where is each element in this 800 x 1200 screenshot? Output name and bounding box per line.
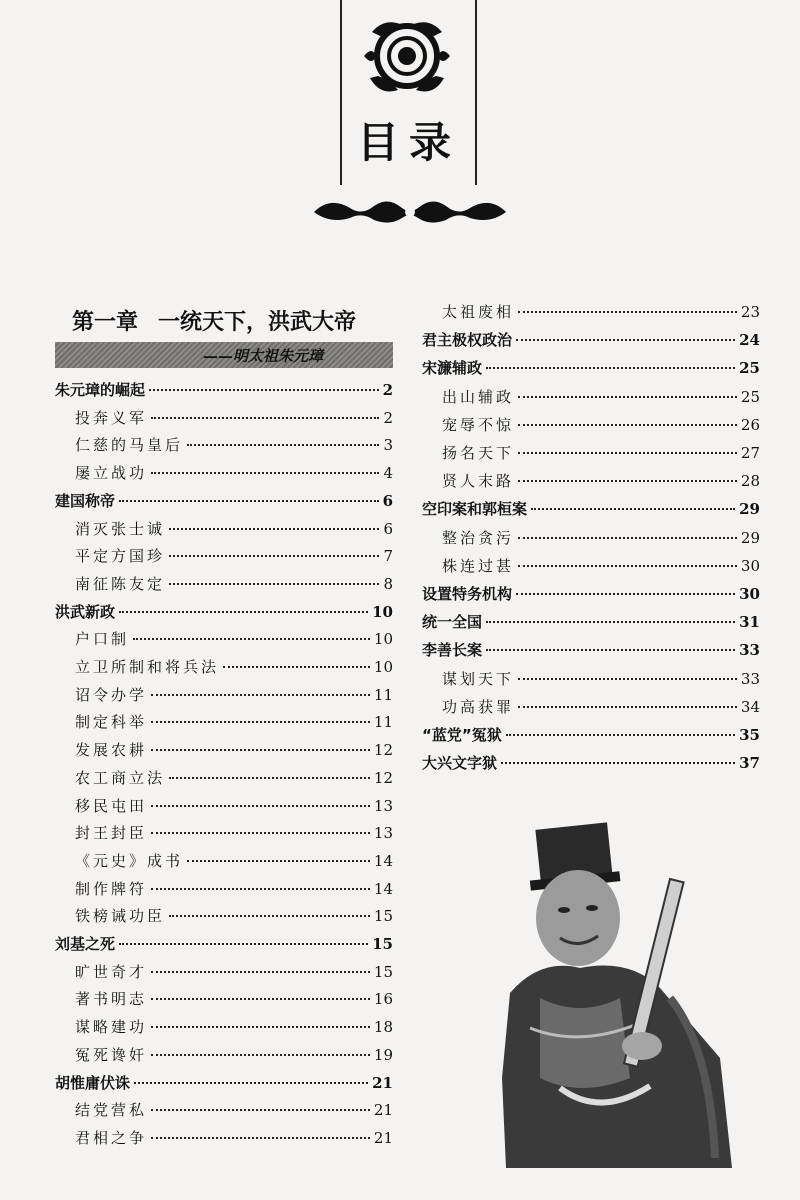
emperor-illustration [500, 818, 740, 1168]
toc-entry-title: 宠辱不惊 [442, 416, 515, 434]
toc-leader-dots [518, 480, 737, 482]
toc-leader-dots [516, 593, 735, 595]
toc-page-number: 21 [373, 1129, 393, 1147]
toc-entry-title: 诏令办学 [75, 686, 148, 704]
toc-leader-dots [134, 1082, 368, 1084]
toc-page-number: 4 [383, 464, 393, 482]
toc-entry-title: 太祖废相 [442, 303, 515, 321]
toc-section-entry [55, 491, 393, 511]
toc-subsection-entry [75, 574, 393, 594]
toc-leader-dots [151, 749, 370, 751]
toc-entry-title: 投奔义军 [75, 409, 148, 427]
toc-entry-title: 洪武新政 [55, 603, 116, 621]
toc-leader-dots [149, 389, 379, 391]
toc-entry-title: 《元史》成书 [75, 852, 184, 870]
toc-page-number: 30 [740, 557, 760, 575]
toc-subsection-entry [442, 415, 760, 435]
toc-subsection-entry [75, 712, 393, 732]
toc-entry-title: 屡立战功 [75, 464, 148, 482]
toc-leader-dots [119, 611, 368, 613]
toc-subsection-entry [75, 1017, 393, 1037]
toc-entry-title: 朱元璋的崛起 [55, 381, 146, 399]
toc-entry-title: 封王封臣 [75, 824, 148, 842]
toc-subsection-entry [75, 906, 393, 926]
toc-subsection-entry [75, 851, 393, 871]
toc-entry-title: 著书明志 [75, 990, 148, 1008]
toc-leader-dots [486, 649, 735, 651]
toc-leader-dots [151, 888, 370, 890]
toc-entry-title: 户口制 [75, 630, 130, 648]
toc-leader-dots [119, 500, 379, 502]
toc-leader-dots [151, 721, 370, 723]
toc-page-number: 2 [383, 409, 393, 427]
toc-page-number: 8 [383, 575, 393, 593]
toc-leader-dots [223, 666, 370, 668]
toc-entry-title: 扬名天下 [442, 444, 515, 462]
toc-entry-title: 立卫所制和将兵法 [75, 658, 220, 676]
toc-entry-title: 南征陈友定 [75, 575, 166, 593]
toc-subsection-entry [75, 879, 393, 899]
toc-entry-title: 谋划天下 [442, 670, 515, 688]
toc-entry-title: 李善长案 [422, 641, 483, 659]
toc-page-number: 6 [383, 520, 393, 538]
toc-leader-dots [169, 777, 370, 779]
toc-entry-title: 旷世奇才 [75, 963, 148, 981]
toc-entry-title: 建国称帝 [55, 492, 116, 510]
toc-leader-dots [151, 472, 379, 474]
toc-entry-title: 冤死谗奸 [75, 1046, 148, 1064]
toc-page-number: 11 [373, 686, 393, 704]
toc-entry-title: 君主极权政治 [422, 331, 513, 349]
cloud-ornament-icon [310, 190, 510, 230]
toc-page-number: 2 [382, 381, 393, 399]
toc-page-number: 25 [739, 359, 760, 377]
toc-page-number: 29 [739, 500, 760, 518]
toc-page-number: 3 [383, 436, 393, 454]
toc-subsection-entry [442, 471, 760, 491]
toc-subsection-entry [442, 387, 760, 407]
toc-page-number: 12 [373, 741, 393, 759]
toc-subsection-entry [75, 463, 393, 483]
toc-leader-dots [506, 734, 735, 736]
toc-page-number: 7 [383, 547, 393, 565]
toc-leader-dots [187, 860, 370, 862]
toc-entry-title: 设置特务机构 [422, 585, 513, 603]
toc-leader-dots [518, 678, 737, 680]
toc-page-number: 10 [373, 658, 393, 676]
toc-leader-dots [169, 528, 379, 530]
toc-entry-title: 结党营私 [75, 1101, 148, 1119]
toc-page-number: 25 [740, 388, 760, 406]
toc-subsection-entry [75, 796, 393, 816]
toc-entry-title: 农工商立法 [75, 769, 166, 787]
toc-leader-dots [518, 311, 737, 313]
toc-entry-title: 君相之争 [75, 1129, 148, 1147]
toc-leader-dots [151, 805, 370, 807]
toc-leader-dots [486, 621, 735, 623]
toc-page-number: 15 [373, 963, 393, 981]
toc-page-number: 31 [739, 613, 760, 631]
chapter-number: 第一章 [72, 310, 139, 335]
toc-page-number: 28 [740, 472, 760, 490]
toc-section-entry [422, 584, 760, 604]
toc-page-number: 21 [372, 1074, 393, 1092]
toc-subsection-entry [442, 669, 760, 689]
chapter-subtitle: ——明太祖朱元璋 [202, 347, 323, 365]
dragon-seal-icon [362, 12, 452, 100]
toc-leader-dots [187, 444, 379, 446]
chapter-title [72, 305, 412, 336]
toc-page-number: 10 [373, 630, 393, 648]
header-right-rule [475, 0, 477, 185]
toc-entry-title: 消灭张士诚 [75, 520, 166, 538]
toc-subsection-entry [75, 962, 393, 982]
toc-entry-title: 仁慈的马皇后 [75, 436, 184, 454]
toc-section-entry [55, 380, 393, 400]
toc-leader-dots [169, 555, 379, 557]
toc-leader-dots [151, 1109, 370, 1111]
toc-section-entry [422, 499, 760, 519]
toc-subsection-entry [442, 443, 760, 463]
toc-page-number: 29 [740, 529, 760, 547]
toc-entry-title: 统一全国 [422, 613, 483, 631]
toc-leader-dots [169, 583, 379, 585]
toc-entry-title: 出山辅政 [442, 388, 515, 406]
toc-entry-title: 宋濂辅政 [422, 359, 483, 377]
toc-entry-title: 胡惟庸伏诛 [55, 1074, 131, 1092]
toc-entry-title: 移民屯田 [75, 797, 148, 815]
toc-entry-title: 铁榜诫功臣 [75, 907, 166, 925]
toc-entry-title: 制作牌符 [75, 880, 148, 898]
toc-leader-dots [518, 452, 737, 454]
toc-page-number: 18 [373, 1018, 393, 1036]
toc-page-number: 27 [740, 444, 760, 462]
toc-leader-dots [151, 832, 370, 834]
toc-page-number: 26 [740, 416, 760, 434]
toc-page-number: 30 [739, 585, 760, 603]
toc-page-number: 16 [373, 990, 393, 1008]
toc-entry-title: 大兴文字狱 [422, 754, 498, 772]
toc-subsection-entry [442, 556, 760, 576]
toc-entry-title: 贤人末路 [442, 472, 515, 490]
chapter-subtitle-bar [55, 342, 393, 368]
toc-leader-dots [518, 537, 737, 539]
toc-subsection-entry [75, 823, 393, 843]
toc-leader-dots [151, 694, 370, 696]
toc-page-number: 11 [373, 713, 393, 731]
toc-subsection-entry [75, 519, 393, 539]
toc-subsection-entry [75, 408, 393, 428]
toc-leader-dots [151, 1137, 370, 1139]
toc-entry-title: 谋略建功 [75, 1018, 148, 1036]
toc-page-number: 33 [739, 641, 760, 659]
toc-page-number: 10 [372, 603, 393, 621]
toc-section-entry [422, 725, 760, 745]
chapter-name: 一统天下，洪武大帝 [158, 310, 357, 335]
toc-leader-dots [151, 417, 379, 419]
toc-page-number: 14 [373, 852, 393, 870]
toc-entry-title: 整治贪污 [442, 529, 515, 547]
toc-page-number: 34 [740, 698, 760, 716]
toc-subsection-entry [75, 768, 393, 788]
toc-subsection-entry [75, 546, 393, 566]
toc-subsection-entry [75, 1045, 393, 1065]
toc-subsection-entry [75, 685, 393, 705]
toc-entry-title: 株连过甚 [442, 557, 515, 575]
toc-entry-title: 刘基之死 [55, 935, 116, 953]
toc-entry-title: 空印案和郭桓案 [422, 500, 528, 518]
toc-entry-title: “蓝党”冤狱 [422, 726, 502, 744]
toc-section-entry [55, 1073, 393, 1093]
toc-page-number: 23 [740, 303, 760, 321]
toc-entry-title: 制定科举 [75, 713, 148, 731]
toc-subsection-entry [75, 740, 393, 760]
toc-subsection-entry [75, 989, 393, 1009]
toc-leader-dots [151, 971, 370, 973]
toc-entry-title: 平定方国珍 [75, 547, 166, 565]
toc-section-entry [422, 612, 760, 632]
toc-page-number: 21 [373, 1101, 393, 1119]
toc-leader-dots [151, 1026, 370, 1028]
toc-leader-dots [516, 339, 735, 341]
header-left-rule [340, 0, 342, 185]
toc-page-number: 15 [372, 935, 393, 953]
toc-section-entry [422, 358, 760, 378]
toc-page-number: 19 [373, 1046, 393, 1064]
toc-page-number: 33 [740, 670, 760, 688]
toc-section-entry [55, 602, 393, 622]
toc-leader-dots [151, 998, 370, 1000]
toc-leader-dots [151, 1054, 370, 1056]
toc-entry-title: 发展农耕 [75, 741, 148, 759]
toc-page-number: 13 [373, 824, 393, 842]
toc-page-number: 15 [373, 907, 393, 925]
toc-subsection-entry [75, 657, 393, 677]
toc-page-number: 6 [382, 492, 393, 510]
toc-page-number: 35 [739, 726, 760, 744]
toc-leader-dots [169, 915, 370, 917]
toc-subsection-entry [75, 629, 393, 649]
toc-section-entry [422, 330, 760, 350]
toc-entry-title: 功高获罪 [442, 698, 515, 716]
toc-leader-dots [518, 706, 737, 708]
toc-subsection-entry [75, 1100, 393, 1120]
toc-subsection-entry [442, 697, 760, 717]
toc-page-number: 37 [739, 754, 760, 772]
toc-page-number: 12 [373, 769, 393, 787]
toc-leader-dots [518, 396, 737, 398]
toc-leader-dots [119, 943, 368, 945]
toc-leader-dots [133, 638, 370, 640]
toc-subsection-entry [442, 528, 760, 548]
toc-page-number: 14 [373, 880, 393, 898]
toc-leader-dots [501, 762, 735, 764]
toc-section-entry [422, 640, 760, 660]
toc-subsection-entry [75, 1128, 393, 1148]
toc-leader-dots [518, 565, 737, 567]
toc-section-entry [55, 934, 393, 954]
toc-subsection-entry [75, 435, 393, 455]
toc-page-number: 24 [739, 331, 760, 349]
toc-leader-dots [486, 367, 735, 369]
toc-subsection-entry [442, 302, 760, 322]
toc-leader-dots [518, 424, 737, 426]
toc-page-number: 13 [373, 797, 393, 815]
toc-section-entry [422, 753, 760, 773]
page-title: 目录 [356, 118, 461, 167]
toc-leader-dots [531, 508, 735, 510]
